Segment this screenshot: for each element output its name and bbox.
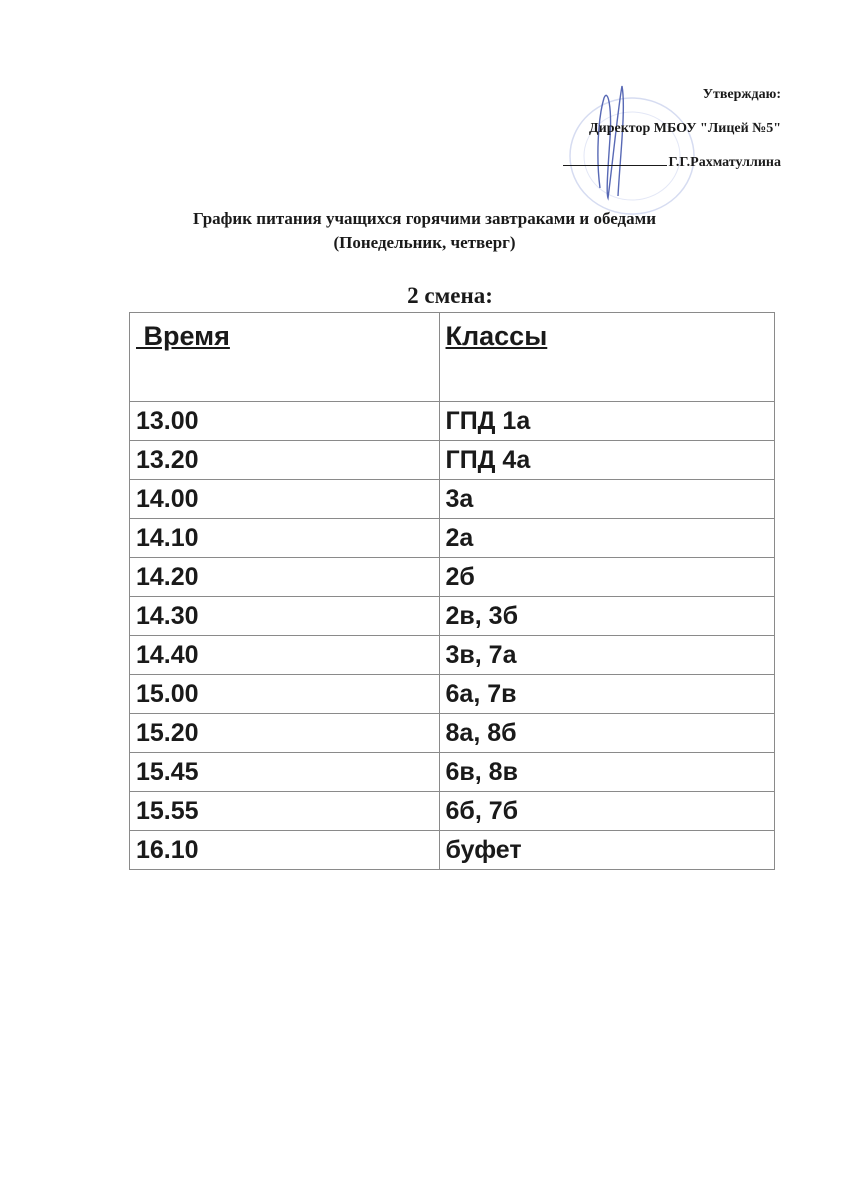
table-row — [130, 831, 775, 870]
table-row — [130, 792, 775, 831]
shift-label: 2 смена: — [407, 283, 493, 308]
classes-cell: 3в, 7а — [439, 636, 774, 675]
classes-cell: ГПД 1а — [439, 402, 774, 441]
signatory-line — [563, 146, 781, 180]
table-header-row — [130, 313, 775, 402]
time-cell: 14.40 — [130, 636, 440, 675]
classes-cell: ГПД 4а — [439, 441, 774, 480]
header-classes: Классы — [439, 313, 774, 402]
header-time: Время — [130, 313, 440, 402]
approve-label: Утверждаю: — [702, 87, 781, 102]
approval-block — [563, 78, 781, 180]
classes-cell: 6б, 7б — [439, 792, 774, 831]
classes-cell: 2б — [439, 558, 774, 597]
time-cell: 15.45 — [130, 753, 440, 792]
classes-cell: 6в, 8в — [439, 753, 774, 792]
classes-cell: 2а — [439, 519, 774, 558]
title-line-2: (Понедельник, четверг) — [333, 233, 516, 252]
classes-cell: 8а, 8б — [439, 714, 774, 753]
classes-cell: буфет — [439, 831, 774, 870]
table-row — [130, 675, 775, 714]
time-cell: 16.10 — [130, 831, 440, 870]
time-cell: 13.20 — [130, 441, 440, 480]
classes-cell: 6а, 7в — [439, 675, 774, 714]
table-row — [130, 441, 775, 480]
time-cell: 14.00 — [130, 480, 440, 519]
table-row — [130, 402, 775, 441]
table-row — [130, 597, 775, 636]
signatory-name: Г.Г.Рахматуллина — [668, 155, 781, 170]
time-cell: 13.00 — [130, 402, 440, 441]
schedule-table — [129, 312, 775, 870]
classes-cell: 3а — [439, 480, 774, 519]
title-line-1: График питания учащихся горячими завтраками и обедами — [192, 209, 657, 228]
time-cell: 15.00 — [130, 675, 440, 714]
time-cell: 15.55 — [130, 792, 440, 831]
classes-cell: 2в, 3б — [439, 597, 774, 636]
director-label: Директор МБОУ "Лицей №5" — [589, 121, 781, 136]
table-row — [130, 714, 775, 753]
time-cell: 14.10 — [130, 519, 440, 558]
table-row — [130, 636, 775, 675]
document-title — [0, 207, 849, 255]
table-row — [130, 558, 775, 597]
table-row — [130, 519, 775, 558]
time-cell: 14.20 — [130, 558, 440, 597]
time-cell: 15.20 — [130, 714, 440, 753]
table-row — [130, 753, 775, 792]
table-row — [130, 480, 775, 519]
signature-blank — [563, 151, 667, 166]
time-cell: 14.30 — [130, 597, 440, 636]
